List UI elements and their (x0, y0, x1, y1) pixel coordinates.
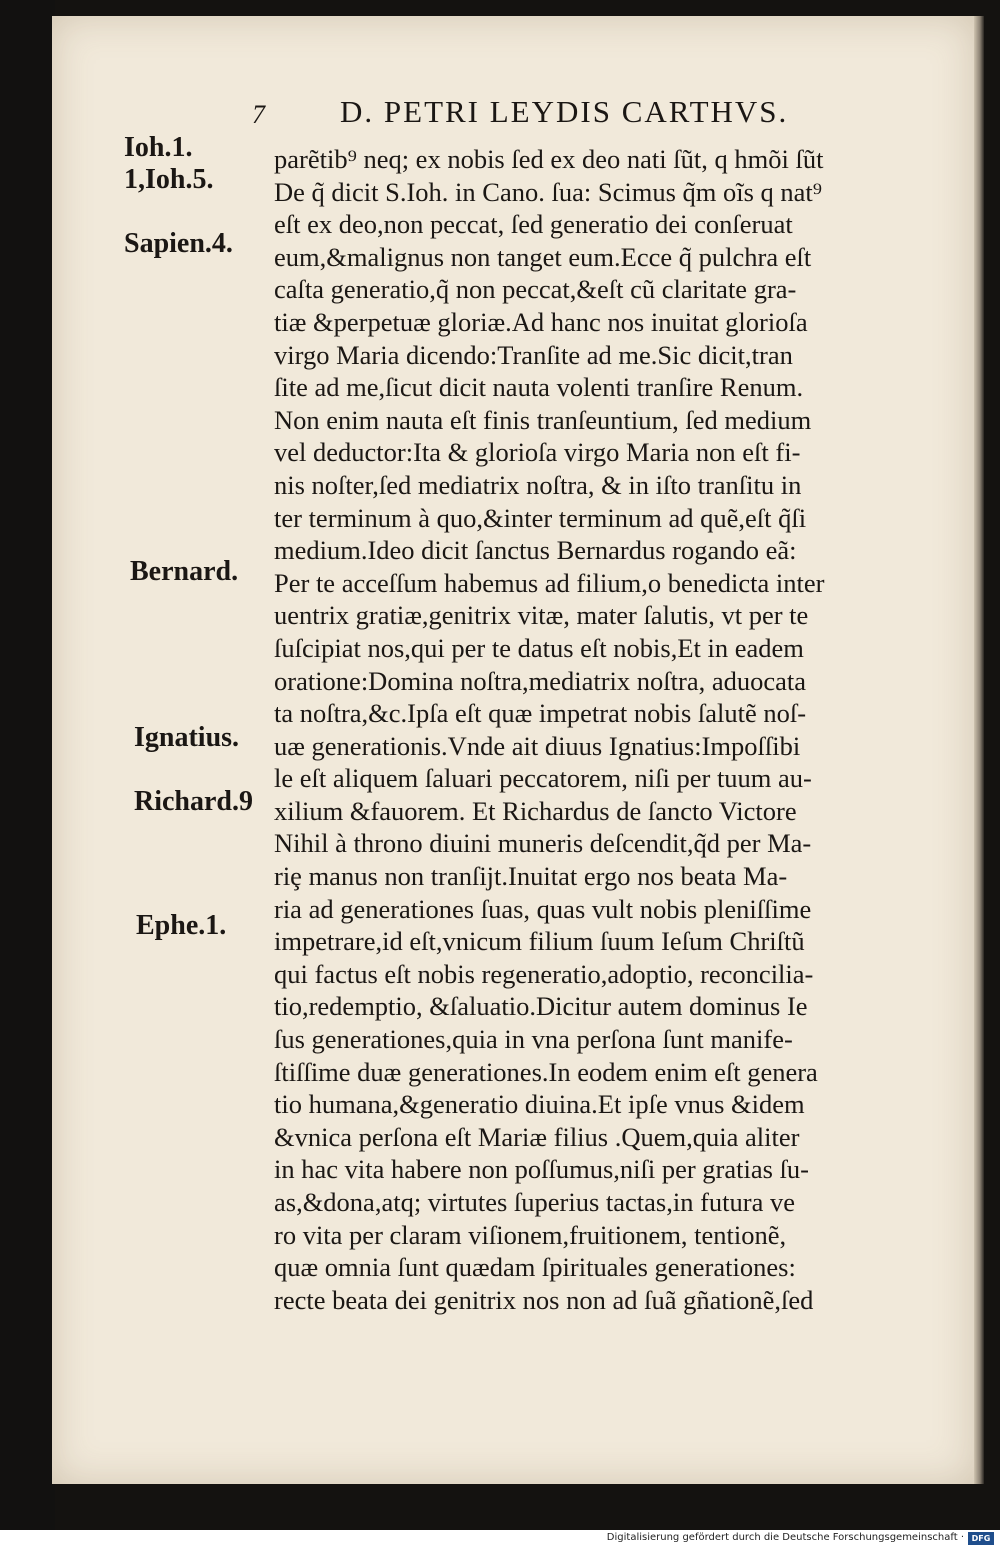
margin-note-ignatius: Ignatius. (134, 722, 240, 753)
dfg-logo: DFG (968, 1532, 994, 1545)
margin-note-ioh1: Ioh.1. (124, 132, 193, 163)
text-line: riȩ manus non tranſijt.Inuitat ergo nos beata Ma- (274, 861, 788, 892)
text-line: impetrare,id eſt,vnicum filium ſuum Ieſum Chriſtũ (274, 926, 805, 957)
text-line: qui factus eſt nobis regeneratio,adoptio, reconcilia- (274, 958, 814, 989)
text-line: tio humana,&generatio diuina.Et ipſe vnus &idem (274, 1089, 805, 1120)
text-line: eſt ex deo,non peccat, ſed generatio dei conſeruat (274, 209, 793, 240)
text-line: ria ad generationes ſuas, quas vult nobis pleniſſime (274, 893, 812, 924)
text-line: ſus generationes,quia in vna perſona ſunt manife- (274, 1024, 793, 1055)
margin-note-sapien: Sapien.4. (124, 228, 233, 259)
text-line: &vnica perſona eſt Mariæ filius .Quem,quia aliter (274, 1121, 800, 1152)
text-line: tiæ &perpetuæ gloriæ.Ad hanc nos inuitat glorioſa (274, 306, 808, 337)
text-line: in hac vita habere non poſſumus,niſi per gratias ſu- (274, 1154, 810, 1185)
text-line: ro vita per claram viſionem,fruitionem, tentionẽ, (274, 1219, 787, 1250)
funding-credit: Digitalisierung gefördert durch die Deutsche Forschungsgemeinschaft · (606, 1532, 964, 1543)
folio-mark: 7 (252, 100, 265, 129)
text-line: as,&dona,atq; virtutes ſuperius tactas,in futura ve (274, 1187, 796, 1217)
text-line: vel deductor:Ita & glorioſa virgo Maria non eſt fi- (274, 437, 801, 468)
text-line: parẽtib⁹ neq; ex nobis ſed ex deo nati ſũt, q hmõi ſũt (274, 144, 824, 174)
text-line: eum,&malignus non tanget eum.Ecce q̃ pulchra eſt (274, 241, 812, 272)
text-line: xilium &fauorem. Et Richardus de ſancto Victore (274, 795, 797, 826)
text-line: nis noſter,ſed mediatrix noſtra, & in iſto tranſitu in (274, 469, 802, 500)
body-text (274, 143, 964, 1316)
text-line: uæ generationis.Vnde ait diuus Ignatius:Impoſſibi (274, 730, 801, 761)
text-line: ter terminum à quo,&inter terminum ad quẽ,eſt q̃ſi (274, 502, 807, 533)
margin-note-ioh5: 1,Ioh.5. (124, 164, 214, 195)
text-line: ſtiſſime duæ generationes.In eodem enim eſt genera (274, 1056, 818, 1087)
text-line: recte beata dei genitrix nos non ad ſuã gñationẽ,ſed (274, 1284, 814, 1315)
margin-note-ephe: Ephe.1. (136, 910, 227, 941)
text-line: Per te acceſſum habemus ad filium,o benedicta inter (274, 567, 825, 598)
page-edge (974, 16, 984, 1484)
text-line: ſuſcipiat nos,qui per te datus eſt nobis,Et in eadem (274, 632, 804, 663)
margin-note-richard: Richard.9 (134, 786, 253, 817)
text-line: caſta generatio,q̃ non peccat,&eſt cũ claritate gra- (274, 274, 797, 305)
text-line: uentrix gratiæ,genitrix vitæ, mater ſalutis, vt per te (274, 600, 809, 631)
text-line: virgo Maria dicendo:Tranſite ad me.Sic dicit,tran (274, 339, 793, 370)
margin-note-bernard: Bernard. (130, 556, 239, 587)
text-line: Non enim nauta eſt finis tranſeuntium, ſed medium (274, 404, 812, 435)
text-line: le eſt aliquem ſaluari peccatorem, niſi per tuum au- (274, 763, 812, 794)
text-line: tio,redemptio, &ſaluatio.Dicitur autem dominus Ie (274, 991, 808, 1022)
text-line: medium.Ideo dicit ſanctus Bernardus rogando eã: (274, 535, 797, 566)
text-line: ta noſtra,&c.Ipſa eſt quæ impetrat nobis ſalutẽ noſ- (274, 698, 807, 729)
text-line: quæ omnia ſunt quædam ſpirituales generationes: (274, 1252, 796, 1283)
scan-background (0, 0, 55, 1530)
text-line: oratione:Domina noſtra,mediatrix noſtra, aduocata (274, 665, 807, 696)
text-line: ſite ad me,ſicut dicit nauta volenti tranſire Renum. (274, 372, 804, 403)
running-head: D. PETRI LEYDIS CARTHVS. (340, 94, 789, 129)
text-line: De q̃ dicit S.Ioh. in Cano. ſua: Scimus q̃m oĩs q nat⁹ (274, 176, 823, 207)
text-line: Nihil à throno diuini muneris deſcendit,q̃d per Ma- (274, 828, 812, 859)
